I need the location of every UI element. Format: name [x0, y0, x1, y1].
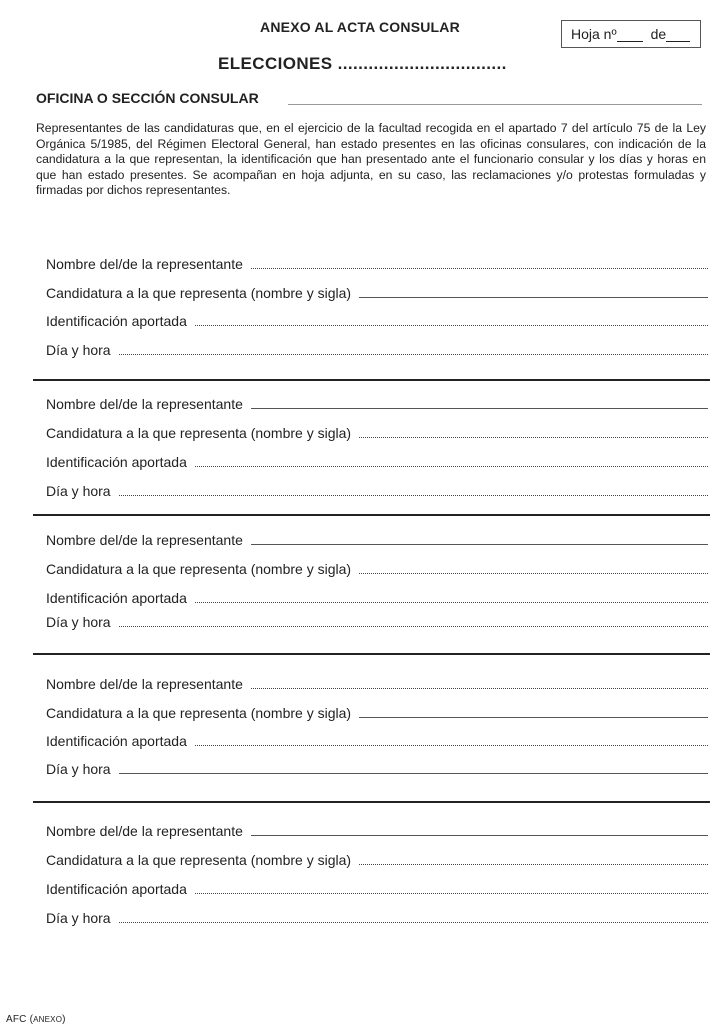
datetime-row — [46, 480, 708, 500]
representative-name-line[interactable] — [251, 688, 708, 689]
identification-label: Identificación aportada — [46, 313, 187, 329]
candidacy-label: Candidatura a la que representa (nombre y sigla) — [46, 705, 352, 721]
datetime-row — [46, 339, 708, 359]
identification-line[interactable] — [195, 602, 708, 603]
representative-name-label: Nombre del/de la representante — [46, 676, 243, 692]
identification-line[interactable] — [195, 466, 708, 467]
sheet-label: Hoja nº — [571, 26, 617, 42]
candidacy-label: Candidatura a la que representa (nombre y sigla) — [46, 561, 352, 577]
candidacy-row — [46, 849, 708, 869]
representative-name-line[interactable] — [251, 408, 708, 409]
datetime-line[interactable] — [119, 495, 708, 496]
representative-name-label: Nombre del/de la representante — [46, 256, 243, 272]
form-code-suffix: ) — [62, 1014, 66, 1025]
identification-label: Identificación aportada — [46, 733, 187, 749]
annex-title: ANEXO AL ACTA CONSULAR — [260, 19, 460, 35]
sheet-number-blank[interactable] — [617, 27, 643, 42]
candidacy-label: Candidatura a la que representa (nombre y sigla) — [46, 425, 352, 441]
form-code-annex: ANEXO — [33, 1015, 63, 1024]
representative-name-label: Nombre del/de la representante — [46, 396, 243, 412]
representative-name-row — [46, 673, 708, 693]
identification-row — [46, 451, 708, 471]
candidacy-line[interactable] — [359, 437, 708, 438]
candidacy-row — [46, 558, 708, 578]
identification-line[interactable] — [195, 325, 708, 326]
identification-label: Identificación aportada — [46, 590, 187, 606]
section-divider — [33, 514, 710, 516]
representative-name-line[interactable] — [251, 544, 708, 545]
datetime-row — [46, 611, 708, 631]
form-code-prefix: AFC ( — [6, 1014, 34, 1025]
section-divider — [33, 653, 710, 655]
identification-label: Identificación aportada — [46, 454, 187, 470]
representative-name-line[interactable] — [251, 268, 708, 269]
representative-name-row — [46, 393, 708, 413]
section-divider — [33, 379, 710, 381]
representative-name-label: Nombre del/de la representante — [46, 823, 243, 839]
representative-name-row — [46, 529, 708, 549]
identification-line[interactable] — [195, 893, 708, 894]
candidacy-row — [46, 282, 708, 302]
identification-row — [46, 730, 708, 750]
candidacy-line[interactable] — [359, 297, 708, 298]
datetime-label: Día y hora — [46, 342, 111, 358]
datetime-label: Día y hora — [46, 614, 111, 630]
office-line[interactable] — [288, 104, 702, 105]
candidacy-line[interactable] — [359, 864, 708, 865]
datetime-line[interactable] — [119, 773, 708, 774]
datetime-line[interactable] — [119, 922, 708, 923]
datetime-label: Día y hora — [46, 483, 111, 499]
identification-label: Identificación aportada — [46, 881, 187, 897]
candidacy-row — [46, 422, 708, 442]
candidacy-line[interactable] — [359, 573, 708, 574]
representative-name-row — [46, 253, 708, 273]
elections-heading: ELECCIONES ................................. — [218, 54, 507, 73]
candidacy-row — [46, 702, 708, 722]
identification-row — [46, 310, 708, 330]
sheet-total-blank[interactable] — [666, 27, 690, 42]
datetime-row — [46, 758, 708, 778]
identification-line[interactable] — [195, 745, 708, 746]
intro-paragraph: Representantes de las candidaturas que, en el ejercicio de la facultad recogida en el apartado 7 del artículo 75 de la Ley Orgánica 5/1985, del Régimen Electoral General, han estado presentes en las oficinas consulares, con indicación de la candidatura a la que representan, la identificación que han presentado ante el funcionario consular y los días y horas en que han estado presentes. Se acompañan en hoja adjunta, en su caso, las reclamaciones y/o protestas formuladas y firmadas por dichos representantes. — [36, 121, 706, 198]
datetime-label: Día y hora — [46, 910, 111, 926]
datetime-row — [46, 907, 708, 927]
candidacy-label: Candidatura a la que representa (nombre y sigla) — [46, 285, 352, 301]
representative-name-line[interactable] — [251, 835, 708, 836]
representative-name-label: Nombre del/de la representante — [46, 532, 243, 548]
sheet-number-box — [561, 20, 701, 48]
identification-row — [46, 587, 708, 607]
representative-name-row — [46, 820, 708, 840]
sheet-of-label: de — [650, 26, 667, 42]
datetime-line[interactable] — [119, 626, 708, 627]
identification-row — [46, 878, 708, 898]
candidacy-line[interactable] — [359, 717, 708, 718]
office-label: OFICINA O SECCIÓN CONSULAR — [36, 90, 259, 106]
datetime-label: Día y hora — [46, 761, 111, 777]
candidacy-label: Candidatura a la que representa (nombre y sigla) — [46, 852, 352, 868]
form-code — [6, 1014, 66, 1025]
section-divider — [33, 801, 710, 803]
datetime-line[interactable] — [119, 354, 708, 355]
